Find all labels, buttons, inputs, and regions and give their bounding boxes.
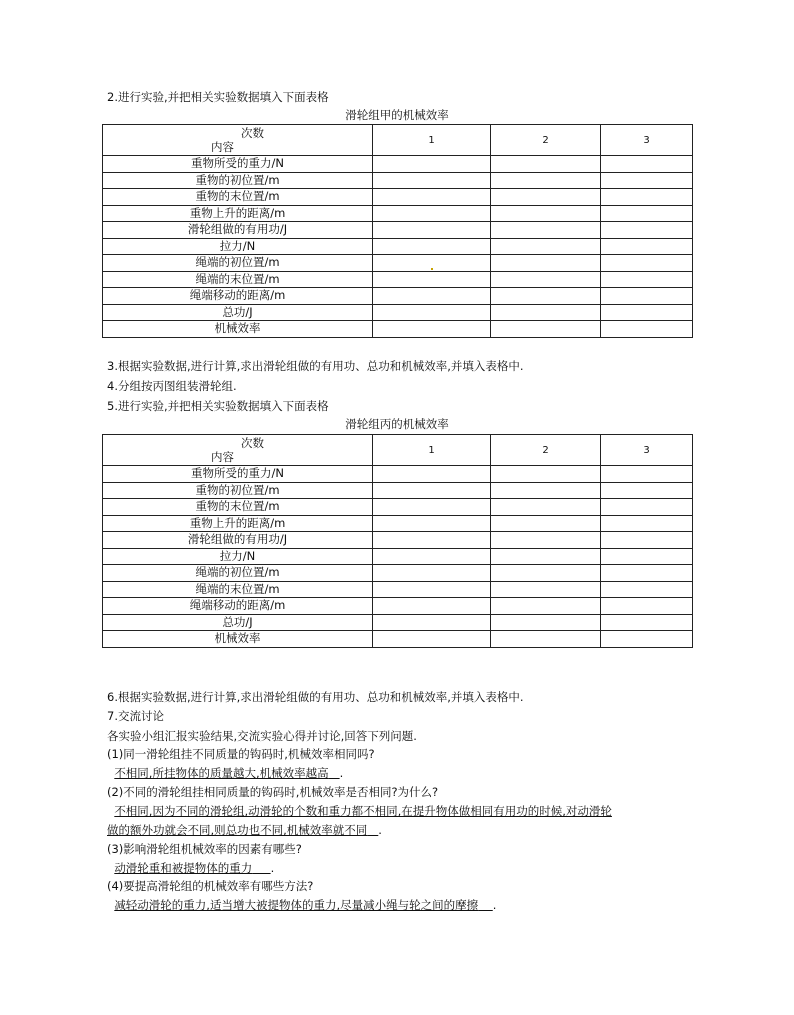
answer-1: 不相同,所挂物体的质量越大,机械效率越高 . — [114, 766, 344, 780]
row-label: 绳端的初位置/m — [103, 255, 373, 272]
empty-cell[interactable] — [601, 288, 693, 305]
table-row — [103, 271, 693, 288]
empty-cell[interactable] — [491, 565, 601, 582]
question-2: (2)不同的滑轮组挂相同质量的钩码时,机械效率是否相同?为什么? — [107, 785, 439, 799]
table-row — [103, 499, 693, 516]
empty-cell[interactable] — [373, 205, 491, 222]
column-header-3: 3 — [601, 125, 693, 156]
empty-cell[interactable] — [373, 499, 491, 516]
column-header-2: 2 — [491, 125, 601, 156]
empty-cell[interactable] — [373, 222, 491, 239]
empty-cell[interactable] — [601, 581, 693, 598]
row-label: 重物所受的重力/N — [103, 466, 373, 483]
section-7-heading: 7.交流讨论 — [107, 709, 164, 723]
empty-cell[interactable] — [601, 548, 693, 565]
empty-cell[interactable] — [601, 482, 693, 499]
row-label: 滑轮组做的有用功/J — [103, 532, 373, 549]
section-3-text: 3.根据实验数据,进行计算,求出滑轮组做的有用功、总功和机械效率,并填入表格中. — [107, 359, 524, 373]
empty-cell[interactable] — [491, 598, 601, 615]
empty-cell[interactable] — [491, 205, 601, 222]
row-label: 重物的初位置/m — [103, 482, 373, 499]
row-label: 总功/J — [103, 304, 373, 321]
empty-cell[interactable] — [601, 631, 693, 648]
empty-cell[interactable] — [601, 304, 693, 321]
section-6-text: 6.根据实验数据,进行计算,求出滑轮组做的有用功、总功和机械效率,并填入表格中. — [107, 690, 524, 704]
empty-cell[interactable] — [373, 156, 491, 173]
question-4: (4)要提高滑轮组的机械效率有哪些方法? — [107, 879, 314, 893]
empty-cell[interactable] — [491, 255, 601, 272]
table-row — [103, 482, 693, 499]
table-header-row — [103, 125, 693, 156]
empty-cell[interactable] — [373, 631, 491, 648]
empty-cell[interactable] — [491, 631, 601, 648]
empty-cell[interactable] — [373, 288, 491, 305]
row-label: 重物的末位置/m — [103, 189, 373, 206]
header-top-label: 次数 — [241, 126, 264, 140]
table-row — [103, 189, 693, 206]
table-b — [102, 434, 693, 648]
row-label: 重物上升的距离/m — [103, 205, 373, 222]
column-header-3: 3 — [601, 435, 693, 466]
header-bottom-label: 内容 — [211, 140, 234, 154]
table-row — [103, 614, 693, 631]
table-row — [103, 565, 693, 582]
empty-cell[interactable] — [601, 238, 693, 255]
table-a-caption: 滑轮组甲的机械效率 — [345, 108, 449, 122]
empty-cell[interactable] — [373, 321, 491, 338]
row-label: 机械效率 — [103, 321, 373, 338]
empty-cell[interactable] — [373, 271, 491, 288]
empty-cell[interactable] — [491, 288, 601, 305]
answer-2-line-1 — [107, 804, 612, 819]
empty-cell[interactable] — [601, 532, 693, 549]
table-row — [103, 321, 693, 338]
diagonal-header-cell — [103, 125, 373, 156]
table-row — [103, 205, 693, 222]
answer-2-text-2: 做的额外功就会不同,则总功也不同,机械效率就不同 — [107, 823, 368, 837]
empty-cell[interactable] — [601, 271, 693, 288]
empty-cell[interactable] — [601, 598, 693, 615]
empty-cell[interactable] — [601, 321, 693, 338]
row-label: 重物的末位置/m — [103, 499, 373, 516]
empty-cell[interactable] — [491, 271, 601, 288]
empty-cell[interactable] — [373, 172, 491, 189]
row-label: 拉力/N — [103, 238, 373, 255]
empty-cell[interactable] — [373, 565, 491, 582]
empty-cell[interactable] — [491, 548, 601, 565]
table-row — [103, 581, 693, 598]
row-label: 重物的初位置/m — [103, 172, 373, 189]
empty-cell[interactable] — [601, 156, 693, 173]
row-label: 绳端移动的距离/m — [103, 598, 373, 615]
empty-cell[interactable] — [601, 565, 693, 582]
question-1: (1)同一滑轮组挂不同质量的钩码时,机械效率相同吗? — [107, 747, 375, 761]
table-row — [103, 172, 693, 189]
empty-cell[interactable] — [491, 482, 601, 499]
empty-cell[interactable] — [491, 321, 601, 338]
empty-cell[interactable] — [373, 304, 491, 321]
empty-cell[interactable] — [601, 499, 693, 516]
table-row — [103, 598, 693, 615]
row-label: 机械效率 — [103, 631, 373, 648]
table-row — [103, 515, 693, 532]
empty-cell[interactable] — [373, 466, 491, 483]
empty-cell[interactable] — [373, 189, 491, 206]
empty-cell[interactable] — [373, 614, 491, 631]
table-row — [103, 631, 693, 648]
answer-2-text-1: 不相同,因为不同的滑轮组,动滑轮的个数和重力都不相同,在提升物体做相同有用功的时候,对动滑轮 — [114, 804, 612, 818]
empty-cell[interactable] — [491, 238, 601, 255]
row-label: 拉力/N — [103, 548, 373, 565]
row-label: 滑轮组做的有用功/J — [103, 222, 373, 239]
row-label: 重物所受的重力/N — [103, 156, 373, 173]
table-row — [103, 238, 693, 255]
table-row — [103, 304, 693, 321]
row-label: 绳端的末位置/m — [103, 271, 373, 288]
empty-cell[interactable] — [491, 466, 601, 483]
table-row — [103, 255, 693, 272]
empty-cell[interactable] — [601, 205, 693, 222]
table-a — [102, 124, 693, 338]
header-top-label: 次数 — [241, 436, 264, 450]
empty-cell[interactable] — [601, 466, 693, 483]
empty-cell[interactable] — [373, 581, 491, 598]
empty-cell[interactable] — [373, 548, 491, 565]
section-4-text: 4.分组按丙图组装滑轮组. — [107, 379, 237, 393]
answer-4-text: 减轻动滑轮的重力,适当增大被提物体的重力,尽量减小绳与轮之间的摩擦 — [114, 898, 479, 912]
empty-cell[interactable] — [491, 515, 601, 532]
table-row — [103, 288, 693, 305]
table-row — [103, 548, 693, 565]
table-b-caption: 滑轮组丙的机械效率 — [345, 417, 449, 431]
empty-cell[interactable] — [491, 172, 601, 189]
row-label: 绳端移动的距离/m — [103, 288, 373, 305]
diagonal-header-cell — [103, 435, 373, 466]
answer-3-text: 动滑轮重和被提物体的重力 — [114, 861, 253, 875]
column-header-1: 1 — [373, 125, 491, 156]
section-2-text: 2.进行实验,并把相关实验数据填入下面表格 — [107, 90, 329, 104]
empty-cell[interactable] — [601, 614, 693, 631]
empty-cell[interactable] — [601, 172, 693, 189]
answer-2-line-2: 做的额外功就会不同,则总功也不同,机械效率就不同 . — [107, 823, 382, 837]
empty-cell[interactable] — [491, 499, 601, 516]
answer-3: 动滑轮重和被提物体的重力 . — [114, 861, 275, 875]
column-header-2: 2 — [491, 435, 601, 466]
question-3: (3)影响滑轮组机械效率的因素有哪些? — [107, 842, 302, 856]
header-bottom-label: 内容 — [211, 450, 234, 464]
empty-cell[interactable] — [601, 255, 693, 272]
table-row — [103, 466, 693, 483]
empty-cell[interactable] — [373, 515, 491, 532]
table-row — [103, 156, 693, 173]
empty-cell[interactable] — [491, 304, 601, 321]
row-label: 重物上升的距离/m — [103, 515, 373, 532]
empty-cell[interactable] — [601, 222, 693, 239]
empty-cell[interactable] — [491, 189, 601, 206]
empty-cell[interactable] — [491, 222, 601, 239]
empty-cell[interactable] — [373, 238, 491, 255]
table-header-row — [103, 435, 693, 466]
empty-cell[interactable] — [491, 156, 601, 173]
empty-cell[interactable] — [373, 482, 491, 499]
empty-cell[interactable] — [373, 532, 491, 549]
table-row — [103, 532, 693, 549]
empty-cell[interactable] — [373, 598, 491, 615]
answer-1-text: 不相同,所挂物体的质量越大,机械效率越高 — [114, 766, 329, 780]
row-label: 绳端的末位置/m — [103, 581, 373, 598]
section-5-text: 5.进行实验,并把相关实验数据填入下面表格 — [107, 399, 329, 413]
empty-cell[interactable] — [601, 515, 693, 532]
empty-cell[interactable] — [491, 532, 601, 549]
answer-4: 减轻动滑轮的重力,适当增大被提物体的重力,尽量减小绳与轮之间的摩擦 . — [114, 898, 497, 912]
column-header-1: 1 — [373, 435, 491, 466]
empty-cell[interactable] — [491, 581, 601, 598]
empty-cell[interactable] — [601, 189, 693, 206]
discussion-intro: 各实验小组汇报实验结果,交流实验心得并讨论,回答下列问题. — [107, 729, 417, 743]
stray-mark — [431, 268, 433, 270]
table-row — [103, 222, 693, 239]
row-label: 绳端的初位置/m — [103, 565, 373, 582]
empty-cell[interactable] — [491, 614, 601, 631]
row-label: 总功/J — [103, 614, 373, 631]
